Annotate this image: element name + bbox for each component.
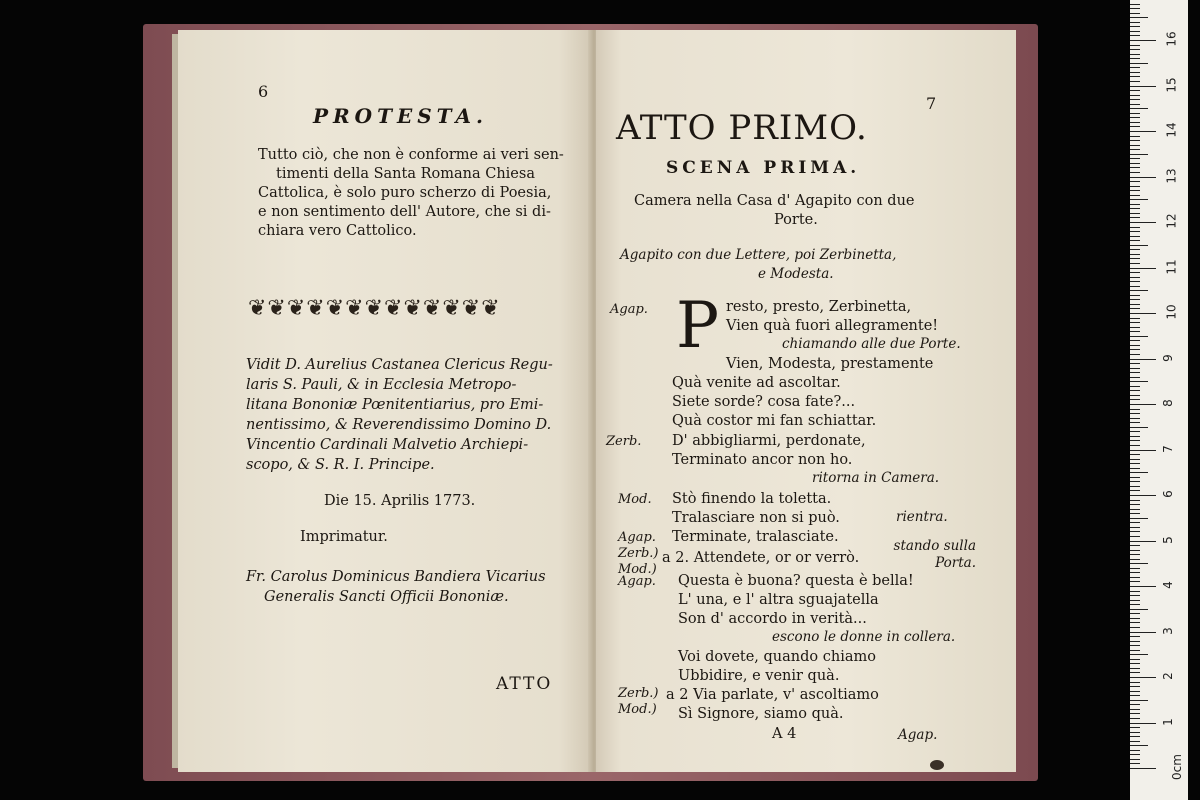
characters-line: e Modesta. — [758, 266, 834, 282]
verse-line: resto, presto, Zerbinetta, — [726, 299, 912, 315]
ruler-tick — [1130, 732, 1140, 733]
ruler-tick — [1130, 691, 1140, 692]
vidit-line: Vidit D. Aurelius Castanea Clericus Regu- — [246, 357, 553, 373]
stage-direction: ritorna in Camera. — [812, 470, 940, 486]
ruler-tick — [1130, 495, 1156, 496]
ruler-tick — [1130, 236, 1140, 237]
protest-line: timenti della Santa Romana Chiesa — [276, 166, 535, 182]
ruler-tick — [1130, 763, 1140, 764]
ruler-tick — [1130, 95, 1140, 96]
vicar-line: Generalis Sancti Officii Bononiæ. — [264, 589, 509, 605]
ruler-tick — [1130, 399, 1140, 400]
ruler-label: 8 — [1160, 399, 1175, 407]
verse-line: Tralasciare non si può. — [672, 510, 840, 526]
ruler-tick — [1130, 204, 1140, 205]
verse-line: Terminate, tralasciate. — [672, 529, 839, 545]
ruler-tick — [1130, 45, 1140, 46]
ruler-tick — [1130, 263, 1140, 264]
ruler-tick — [1130, 536, 1140, 537]
ruler-tick — [1130, 454, 1140, 455]
ruler-tick — [1130, 336, 1148, 337]
ruler-label: 6 — [1160, 490, 1175, 498]
verse-line: Siete sorde? cosa fate?... — [672, 394, 856, 410]
ruler-tick — [1130, 459, 1140, 460]
ruler-tick — [1130, 195, 1140, 196]
ruler-tick — [1130, 277, 1140, 278]
ruler-tick — [1130, 122, 1140, 123]
ruler-tick — [1130, 595, 1140, 596]
ruler-tick — [1130, 518, 1148, 519]
ruler-tick — [1130, 199, 1148, 200]
ruler-tick — [1130, 208, 1140, 209]
imprimatur: Imprimatur. — [300, 529, 388, 545]
ruler-tick — [1130, 63, 1148, 64]
page-damage-mark — [930, 760, 944, 770]
ruler-tick — [1130, 322, 1140, 323]
ruler-tick — [1130, 154, 1148, 155]
ruler-tick — [1130, 422, 1140, 423]
vidit-line: scopo, & S. R. I. Principe. — [246, 457, 435, 473]
ruler-label: 13 — [1164, 167, 1179, 184]
characters-line: Agapito con due Lettere, poi Zerbinetta, — [620, 247, 897, 263]
stage-direction: stando sulla Porta. — [893, 538, 976, 571]
protest-line: Tutto ciò, che non è conforme ai veri sen- — [258, 147, 564, 163]
ruler-label: 2 — [1160, 672, 1175, 680]
speaker-label: Agap. — [610, 302, 648, 317]
ruler-tick — [1130, 158, 1140, 159]
ruler-label: 11 — [1164, 258, 1179, 275]
ruler-tick — [1130, 700, 1148, 701]
ruler-tick — [1130, 713, 1140, 714]
ruler-tick — [1130, 386, 1140, 387]
ruler-tick — [1130, 472, 1148, 473]
verse-line: Quà costor mi fan schiattar. — [672, 413, 877, 429]
ruler-tick — [1130, 167, 1140, 168]
ruler-tick — [1130, 313, 1156, 314]
setting-line: Camera nella Casa d' Agapito con due — [634, 193, 915, 209]
vidit-line: litana Bononiæ Pœnitentiarius, pro Emi- — [246, 397, 544, 413]
ruler-tick — [1130, 463, 1140, 464]
ruler-tick — [1130, 395, 1140, 396]
ruler-tick — [1130, 645, 1140, 646]
ruler-tick — [1130, 35, 1140, 36]
ruler-tick — [1130, 522, 1140, 523]
ruler-tick — [1130, 272, 1140, 273]
protest-line: e non sentimento dell' Autore, che si di- — [258, 204, 551, 220]
ruler-tick — [1130, 663, 1140, 664]
ruler-label: 16 — [1164, 31, 1179, 47]
ruler-tick — [1130, 172, 1140, 173]
drop-cap: P — [676, 289, 720, 363]
ruler-tick — [1130, 727, 1140, 728]
ruler-tick — [1130, 349, 1140, 350]
verse-line: Vien, Modesta, prestamente — [726, 356, 934, 372]
ruler-tick — [1130, 40, 1156, 41]
vidit-line: Vincentio Cardinali Malvetio Archiepi- — [246, 437, 529, 453]
ruler-tick — [1130, 445, 1140, 446]
stage-direction: escono le donne in collera. — [772, 629, 956, 645]
ruler-tick — [1130, 618, 1140, 619]
ruler-tick — [1130, 736, 1140, 737]
verse-line: D' abbigliarmi, perdonate, — [672, 433, 866, 449]
ruler-tick — [1130, 58, 1140, 59]
ruler-tick — [1130, 177, 1156, 178]
ruler-label: 1 — [1160, 717, 1175, 726]
ruler-tick — [1130, 363, 1140, 364]
ruler-tick — [1130, 99, 1140, 100]
ruler-tick — [1130, 481, 1140, 482]
ruler-tick — [1130, 295, 1140, 296]
ruler-tick — [1130, 672, 1140, 673]
ruler-tick — [1130, 541, 1156, 542]
ruler-tick — [1130, 54, 1140, 55]
ruler-tick — [1130, 477, 1140, 478]
ruler-tick — [1130, 632, 1156, 633]
ruler-tick — [1130, 490, 1140, 491]
ruler-tick — [1130, 318, 1140, 319]
verse-line: Sì Signore, siamo quà. — [678, 706, 844, 722]
verse-line: Vien quà fuori allegramente! — [726, 318, 939, 334]
ruler-tick — [1130, 468, 1140, 469]
verse-line: Son d' accordo in verità... — [678, 611, 867, 627]
ruler-tick — [1130, 222, 1156, 223]
ruler-tick — [1130, 136, 1140, 137]
ruler-tick — [1130, 281, 1140, 282]
ruler-tick — [1130, 90, 1140, 91]
ruler-tick — [1130, 504, 1140, 505]
ruler-tick — [1130, 545, 1140, 546]
ruler-tick — [1130, 577, 1140, 578]
ruler-tick — [1130, 117, 1140, 118]
ruler-tick — [1130, 486, 1140, 487]
ruler-tick — [1130, 723, 1156, 724]
ruler-tick — [1130, 745, 1148, 746]
ruler-tick — [1130, 286, 1140, 287]
ruler-tick — [1130, 104, 1140, 105]
ruler-tick — [1130, 4, 1140, 5]
ruler-tick — [1130, 513, 1140, 514]
act-title: ATTO PRIMO. — [616, 108, 868, 148]
ruler-tick — [1130, 741, 1140, 742]
ruler-tick — [1130, 190, 1140, 191]
ruler-tick — [1130, 372, 1140, 373]
ruler-tick — [1130, 163, 1140, 164]
ruler-tick — [1130, 258, 1140, 259]
ruler-tick — [1130, 126, 1140, 127]
verse-line: a 2. Attendete, or or verrò. — [662, 550, 860, 566]
verse-line: a 2 Via parlate, v' ascoltiamo — [666, 687, 879, 703]
ruler-tick — [1130, 509, 1140, 510]
ruler-tick — [1130, 149, 1140, 150]
ruler-tick — [1130, 450, 1156, 451]
ruler-tick — [1130, 299, 1140, 300]
ruler-tick — [1130, 413, 1140, 414]
ruler-tick — [1130, 709, 1140, 710]
ruler-tick — [1130, 622, 1140, 623]
ruler-tick — [1130, 568, 1140, 569]
ruler-tick — [1130, 131, 1156, 132]
ruler-tick — [1130, 249, 1140, 250]
ruler-label: 4 — [1160, 581, 1175, 589]
ruler-tick — [1130, 108, 1148, 109]
ruler-tick — [1130, 254, 1140, 255]
ruler-tick — [1130, 245, 1148, 246]
ruler-tick — [1130, 331, 1140, 332]
verse-line: Ubbidire, e venir quà. — [678, 668, 840, 684]
approval-date: Die 15. Aprilis 1773. — [324, 493, 476, 509]
ruler-tick — [1130, 686, 1140, 687]
ruler-tick — [1130, 586, 1156, 587]
ruler-tick — [1130, 718, 1140, 719]
speaker-label: Zerb. — [606, 434, 642, 449]
ruler-tick — [1130, 13, 1140, 14]
ruler-tick — [1130, 613, 1140, 614]
vidit-line: nentissimo, & Reverendissimo Domino D. — [246, 417, 552, 433]
ruler-label: 10 — [1164, 304, 1179, 320]
ruler-tick — [1130, 572, 1140, 573]
ruler-tick — [1130, 345, 1140, 346]
ruler-label: 0cm — [1169, 754, 1184, 780]
ruler-tick — [1130, 654, 1148, 655]
ruler-tick — [1130, 609, 1148, 610]
speaker-label: Zerb.) Mod.) — [618, 686, 659, 717]
left-page — [178, 30, 592, 772]
ruler-tick — [1130, 231, 1140, 232]
protesta-heading: PROTESTA. — [313, 104, 488, 128]
ruler-tick — [1130, 404, 1156, 405]
ruler-tick — [1130, 213, 1140, 214]
ruler-tick — [1130, 145, 1140, 146]
ruler-tick — [1130, 76, 1140, 77]
ruler-tick — [1130, 409, 1140, 410]
ruler-tick — [1130, 381, 1148, 382]
ruler-tick — [1130, 682, 1140, 683]
ruler-tick — [1130, 668, 1140, 669]
ruler-tick — [1130, 26, 1140, 27]
ruler-tick — [1130, 659, 1140, 660]
ruler-tick — [1130, 431, 1140, 432]
ruler-tick — [1130, 750, 1140, 751]
speaker-label: Zerb.) Mod.) — [618, 546, 659, 577]
protest-line: Cattolica, è solo puro scherzo di Poesia, — [258, 185, 552, 201]
ruler-label: 5 — [1160, 535, 1175, 544]
stage-direction: chiamando alle due Porte. — [782, 336, 961, 352]
ruler-tick — [1130, 359, 1156, 360]
ruler-tick — [1130, 636, 1140, 637]
ruler-tick — [1130, 8, 1140, 9]
ruler-tick — [1130, 354, 1140, 355]
ruler-tick — [1130, 500, 1140, 501]
ruler-tick — [1130, 436, 1140, 437]
ruler-tick — [1130, 527, 1140, 528]
ruler-tick — [1130, 704, 1140, 705]
left-catchword: ATTO — [496, 674, 553, 694]
verse-line: Voi dovete, quando chiamo — [678, 649, 876, 665]
verse-line: L' una, e l' altra sguajatella — [678, 592, 879, 608]
vicar-line: Fr. Carolus Dominicus Bandiera Vicarius — [246, 569, 546, 585]
ruler-tick — [1130, 754, 1140, 755]
measurement-ruler — [1130, 0, 1188, 800]
right-catchword: Agap. — [898, 727, 938, 743]
left-page-number: 6 — [258, 82, 269, 101]
ruler-tick — [1130, 600, 1140, 601]
ruler-tick — [1130, 427, 1148, 428]
ruler-label: 7 — [1160, 444, 1175, 453]
signature-mark: A 4 — [772, 726, 797, 742]
ruler-tick — [1130, 304, 1140, 305]
ornament-border: ❦❦❦❦❦❦❦❦❦❦❦❦❦ — [248, 296, 501, 321]
ruler-tick — [1130, 368, 1140, 369]
ruler-tick — [1130, 217, 1140, 218]
ruler-tick — [1130, 650, 1140, 651]
speaker-label: Mod. — [618, 492, 652, 507]
ruler-tick — [1130, 140, 1140, 141]
ruler-tick — [1130, 377, 1140, 378]
ruler-tick — [1130, 49, 1140, 50]
ruler-tick — [1130, 390, 1140, 391]
speaker-label: Agap. — [618, 530, 656, 545]
verse-line: Questa è buona? questa è bella! — [678, 573, 914, 589]
ruler-tick — [1130, 418, 1140, 419]
right-page-number: 7 — [926, 94, 937, 113]
ruler-tick — [1130, 22, 1140, 23]
ruler-tick — [1130, 440, 1140, 441]
scene-heading: SCENA PRIMA. — [666, 158, 861, 178]
ruler-tick — [1130, 768, 1156, 769]
verse-line: Quà venite ad ascoltar. — [672, 375, 841, 391]
ruler-tick — [1130, 550, 1140, 551]
ruler-tick — [1130, 240, 1140, 241]
setting-line: Porte. — [774, 212, 818, 228]
ruler-tick — [1130, 759, 1140, 760]
stage-direction: rientra. — [896, 509, 948, 525]
ruler-label: 14 — [1164, 122, 1179, 138]
ruler-tick — [1130, 227, 1140, 228]
ruler-tick — [1130, 31, 1140, 32]
protest-line: chiara vero Cattolico. — [258, 223, 417, 239]
ruler-tick — [1130, 308, 1140, 309]
ruler-tick — [1130, 327, 1140, 328]
ruler-tick — [1130, 695, 1140, 696]
ruler-tick — [1130, 86, 1156, 87]
ruler-tick — [1130, 559, 1140, 560]
ruler-label: 15 — [1164, 76, 1179, 93]
ruler-label: 12 — [1164, 213, 1179, 229]
vidit-line: laris S. Pauli, & in Ecclesia Metropo- — [246, 377, 517, 393]
ruler-tick — [1130, 627, 1140, 628]
right-page — [596, 30, 1016, 772]
ruler-tick — [1130, 186, 1140, 187]
speaker-label: Agap. — [618, 574, 656, 589]
verse-line: Stò finendo la toletta. — [672, 491, 832, 507]
verse-line: Terminato ancor non ho. — [672, 452, 853, 468]
ruler-tick — [1130, 340, 1140, 341]
ruler-tick — [1130, 677, 1156, 678]
ruler-tick — [1130, 17, 1148, 18]
ruler-tick — [1130, 531, 1140, 532]
ruler-label: 9 — [1160, 353, 1175, 362]
ruler-tick — [1130, 290, 1148, 291]
ruler-tick — [1130, 181, 1140, 182]
ruler-tick — [1130, 604, 1140, 605]
ruler-tick — [1130, 563, 1148, 564]
ruler-tick — [1130, 581, 1140, 582]
ruler-tick — [1130, 113, 1140, 114]
ruler-tick — [1130, 72, 1140, 73]
ruler-tick — [1130, 641, 1140, 642]
ruler-tick — [1130, 591, 1140, 592]
ruler-tick — [1130, 81, 1140, 82]
ruler-label: 3 — [1160, 626, 1175, 635]
ruler-tick — [1130, 268, 1156, 269]
ruler-tick — [1130, 67, 1140, 68]
ruler-tick — [1130, 554, 1140, 555]
